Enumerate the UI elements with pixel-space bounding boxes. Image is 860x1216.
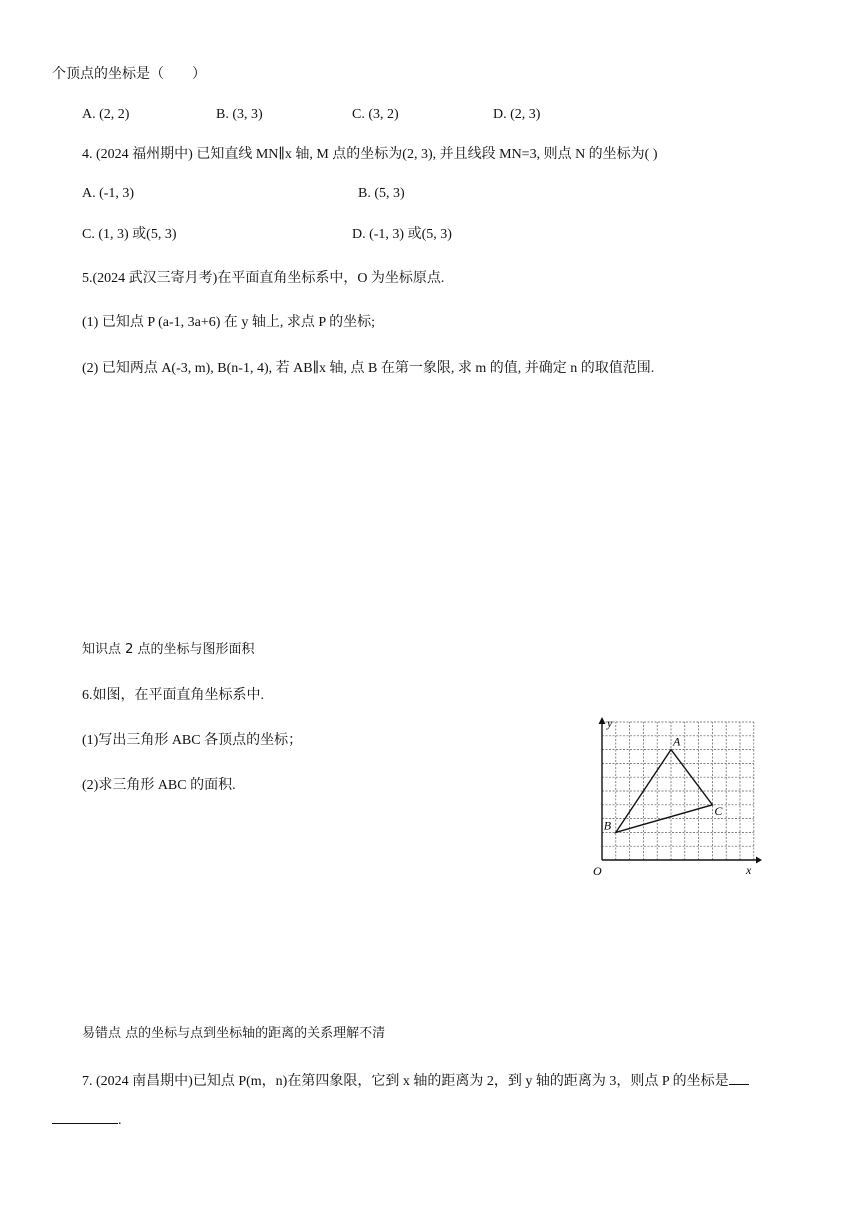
q7-stem-text: 7. (2024 南昌期中)已知点 P(m，n)在第四象限，它到 x 轴的距离为 2，到 y 轴的距离为 3，则点 P 的坐标是: [82, 1074, 729, 1089]
origin-label: O: [593, 864, 602, 878]
q3-option-b: B. (3, 3): [216, 107, 263, 122]
q7-tail: .: [118, 1113, 122, 1128]
q5-part2: (2) 已知两点 A(-3, m), B(n-1, 4), 若 AB∥x 轴, 点 B 在第一象限, 求 m 的值, 并确定 n 的取值范围.: [82, 361, 655, 376]
point-label-b: B: [603, 818, 612, 833]
point-label-a: A: [673, 734, 681, 749]
q4-stem: 4. (2024 福州期中) 已知直线 MN∥x 轴, M 点的坐标为(2, 3), 并且线段 MN=3, 则点 N 的坐标为( ): [82, 147, 658, 162]
q3-option-d: D. (2, 3): [493, 107, 541, 122]
point-label-c: C: [714, 803, 723, 818]
q3-option-a: A. (2, 2): [82, 107, 130, 122]
q7-stem: [82, 1071, 749, 1091]
q5-stem: 5.(2024 武汉三寄月考)在平面直角坐标系中，O 为坐标原点.: [82, 271, 445, 286]
coordinate-figure: [590, 716, 770, 880]
q4-option-c: C. (1, 3) 或(5, 3): [82, 227, 177, 242]
q6-part2: (2)求三角形 ABC 的面积.: [82, 778, 236, 793]
section-title-knowledge-2: 知识点 2 点的坐标与图形面积: [82, 642, 255, 657]
q4-option-d: D. (-1, 3) 或(5, 3): [352, 227, 452, 242]
q3-option-c: C. (3, 2): [352, 107, 399, 122]
q3-stem-tail: 个顶点的坐标是（ ）: [52, 67, 206, 82]
q4-option-a: A. (-1, 3): [82, 186, 135, 201]
x-axis-arrow: [756, 857, 762, 864]
q6-stem: 6.如图，在平面直角坐标系中.: [82, 688, 264, 703]
q4-option-b: B. (5, 3): [358, 186, 405, 201]
q6-part1: (1)写出三角形 ABC 各顶点的坐标；: [82, 733, 303, 748]
q7-continuation: [52, 1110, 122, 1130]
answer-blank-2[interactable]: [52, 1110, 118, 1124]
y-axis-arrow: [599, 717, 606, 724]
y-axis-label: y: [607, 716, 613, 730]
x-axis-label: x: [746, 863, 752, 877]
q5-part1: (1) 已知点 P (a-1, 3a+6) 在 y 轴上, 求点 P 的坐标;: [82, 315, 376, 330]
section-title-common-error: 易错点 点的坐标与点到坐标轴的距离的关系理解不清: [82, 1026, 386, 1041]
answer-blank-1[interactable]: [729, 1071, 749, 1085]
